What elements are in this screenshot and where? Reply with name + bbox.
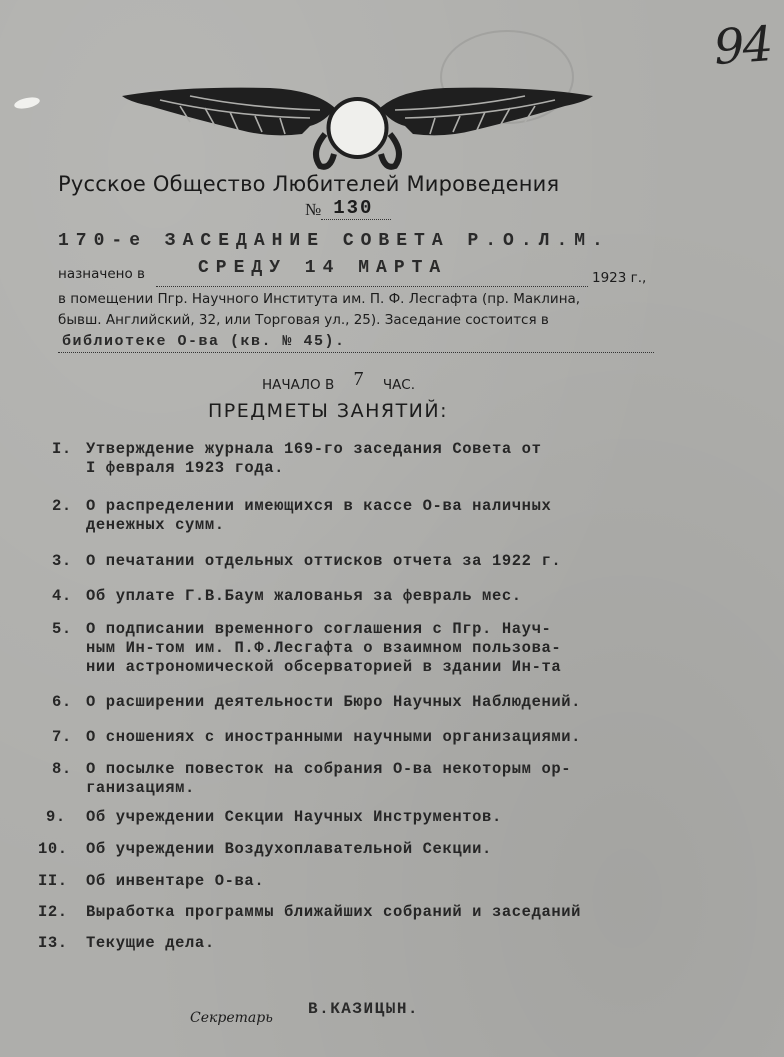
agenda-item-text: Об учреждении Воздухоплавательной Секции. <box>86 840 492 858</box>
agenda-item-text: денежных сумм. <box>86 516 225 534</box>
agenda-item-number: 5. <box>52 620 72 638</box>
secretary-label: Секретарь <box>190 1010 273 1026</box>
agenda-heading: ПРЕДМЕТЫ ЗАНЯТИЙ: <box>208 400 449 422</box>
agenda-item-text: О расширении деятельности Бюро Научных Наблюдений. <box>86 693 582 711</box>
agenda-item-text: Текущие дела. <box>86 934 215 952</box>
agenda-item-text: Об уплате Г.В.Баум жалованья за февраль мес. <box>86 587 522 605</box>
document-number <box>305 197 391 220</box>
agenda-item-text: О печатании отдельных оттисков отчета за 1922 г. <box>86 552 562 570</box>
number-fill <box>321 197 391 220</box>
agenda-item <box>52 497 551 535</box>
agenda-item <box>52 760 571 798</box>
number-label: № <box>305 200 322 219</box>
agenda-item-text: О посылке повесток на собрания О-ва некоторым ор- <box>86 760 572 778</box>
location-value: библиотеке О-ва (кв. № 45). <box>62 333 346 350</box>
agenda-item-text: ганизациям. <box>86 779 195 797</box>
start-prefix: НАЧАЛО В <box>262 377 335 393</box>
place-line-1: в помещении Пгр. Научного Института им. П. Ф. Лесгафта (пр. Маклина, <box>58 291 581 307</box>
archive-page-number: 94 <box>712 16 773 76</box>
agenda-item <box>46 808 502 827</box>
start-time-line <box>262 368 416 395</box>
agenda-item-number: 9. <box>46 808 66 826</box>
agenda-item-text: ным Ин-том им. П.Ф.Лесгафта о взаимном пользова- <box>86 639 562 657</box>
agenda-item-number: 2. <box>52 497 72 515</box>
agenda-item-text: О распределении имеющихся в кассе О-ва наличных <box>86 497 552 515</box>
society-title: Русское Общество Любителей Мироведения <box>58 172 560 196</box>
agenda-item-text: Об инвентаре О-ва. <box>86 872 265 890</box>
agenda-item-text: нии астрономической обсерваторией в здании Ин-та <box>86 658 562 676</box>
location-fill <box>58 352 654 353</box>
scheduled-date: СРЕДУ 14 МАРТА <box>198 258 448 278</box>
agenda-item-text: I февраля 1923 года. <box>86 459 285 477</box>
agenda-item-number: 3. <box>52 552 72 570</box>
agenda-item <box>52 728 581 747</box>
agenda-item <box>38 903 581 922</box>
paper-edge-mark <box>13 95 41 110</box>
agenda-item-number: 10. <box>38 840 68 858</box>
agenda-item-number: 4. <box>52 587 72 605</box>
agenda-item <box>38 872 264 891</box>
agenda-item-number: I3. <box>38 934 68 952</box>
agenda-item-number: 6. <box>52 693 72 711</box>
agenda-item <box>52 552 561 571</box>
agenda-item-text: О подписании временного соглашения с Пгр. Науч- <box>86 620 552 638</box>
place-description <box>58 291 673 333</box>
agenda-item <box>52 440 541 478</box>
winged-sun-emblem-icon <box>120 82 595 170</box>
number-value: 130 <box>333 197 374 219</box>
agenda-item-number: 7. <box>52 728 72 746</box>
agenda-item-number: 8. <box>52 760 72 778</box>
agenda-item <box>38 840 492 859</box>
agenda-item <box>52 587 522 606</box>
scheduled-year: 1923 г., <box>592 270 647 286</box>
start-hour: 7 <box>353 368 364 390</box>
agenda-item-number: II. <box>38 872 68 890</box>
agenda-item-number: I. <box>52 440 72 458</box>
agenda-item-text: Об учреждении Секции Научных Инструментов. <box>86 808 502 826</box>
agenda-item-number: I2. <box>38 903 68 921</box>
agenda-item <box>52 620 561 677</box>
agenda-item <box>52 693 581 712</box>
scheduled-prefix: назначено в <box>58 266 145 282</box>
start-suffix: ЧАС. <box>382 377 416 393</box>
agenda-item-text: Выработка программы ближайших собраний и заседаний <box>86 903 582 921</box>
agenda-item-text: Утверждение журнала 169-го заседания Совета от <box>86 440 542 458</box>
session-title: 170-е ЗАСЕДАНИЕ СОВЕТА Р.О.Л.М. <box>58 231 610 251</box>
secretary-name: В.КАЗИЦЫН. <box>308 1000 420 1018</box>
agenda-item-text: О сношениях с иностранными научными организациями. <box>86 728 582 746</box>
agenda-item <box>38 934 215 953</box>
place-line-2: бывш. Английский, 32, или Торговая ул., 25). Заседание состоится в <box>58 312 549 328</box>
scheduled-line <box>58 258 658 286</box>
